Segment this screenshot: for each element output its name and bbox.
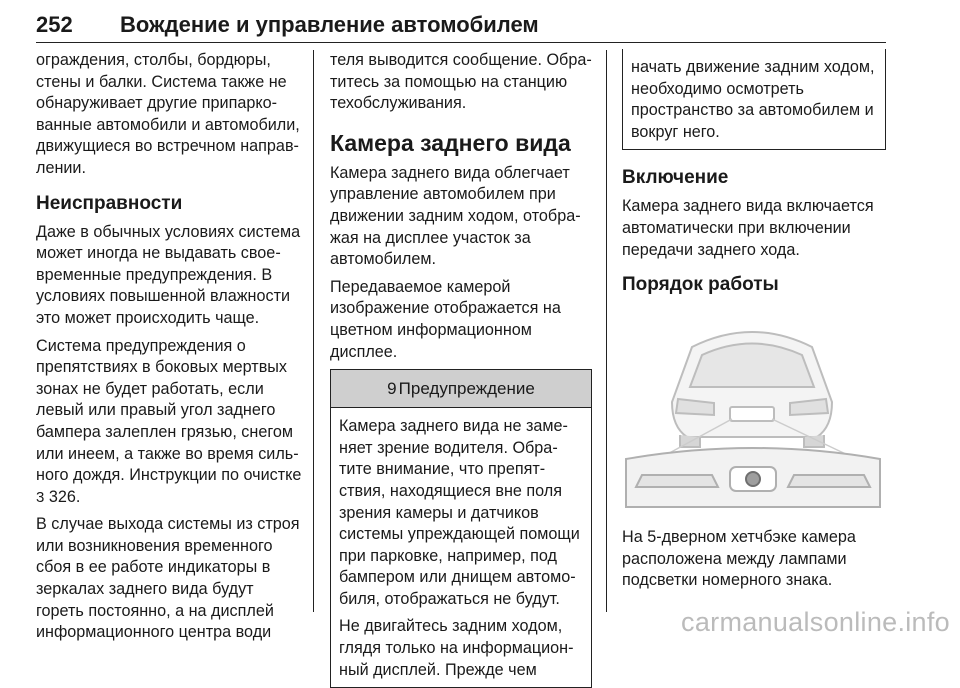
paragraph: Камера заднего вида облегчает управление автомобилем при движении задним ходом, отображая на дисплее участок за автомобилем. [330, 163, 581, 269]
heading-activation: Включение [622, 167, 729, 189]
chapter-title: Вождение и управление автомобилем [120, 12, 539, 37]
paragraph-cleaning-reference [36, 336, 304, 509]
warning-paragraph: Камера заднего вида не заменяет зрение водителя. Обратите внимание, что препятствия, находящиеся вне поля зрения камеры и датчиков системы упреждающей помощи при парковке, например, под бампером или днищем автомобиля, отображаться не будут. [339, 417, 580, 608]
warning-body [331, 408, 591, 681]
warning-box-continued: начать движение задним ходом, необходимо осмотреть пространство за автомобилем и вокруг него. [622, 49, 886, 150]
warning-box [330, 369, 592, 688]
warning-paragraph: Не двигайтесь задним ходом, глядя только на информационный дисплей. Прежде чем [339, 617, 574, 679]
paragraph: Даже в обычных условиях система может иногда не выдавать своевременные предупреждения. В условиях повышенной влажности это может происходить чаще. [36, 222, 301, 327]
column-divider [313, 50, 314, 612]
camera-lens-icon [746, 472, 760, 486]
heading-faults: Неисправности [36, 192, 183, 214]
page-reference-icon: 3 [36, 488, 45, 506]
warning-title: Предупреждение [398, 378, 535, 398]
car-rear-icon [672, 332, 832, 447]
header-rule [36, 42, 886, 43]
column-right [622, 50, 886, 598]
page-number: 252 [36, 12, 73, 37]
paragraph: ограждения, столбы, бордюры, стены и балки. Система также не обнаруживает другие припаркованные автомобили и автомобили, движущиеся во встречном направлении. [36, 51, 300, 177]
column-left [36, 50, 304, 650]
paragraph: теля выводится сообщение. Обратитесь за помощью на станцию техобслуживания. [330, 51, 592, 113]
column-middle [330, 50, 592, 688]
rear-camera-illustration [622, 307, 884, 517]
paragraph-text: Система предупреждения о препятствиях в боковых мертвых зонах не будет работать, если левый или правый угол заднего бампера залеплен грязью, снегом или инеем, а также во время сильного дождя. Инструкции по очистке [36, 336, 302, 485]
figure-caption: На 5-дверном хетчбэке камера расположена между лампами подсветки номерного знака. [622, 528, 856, 590]
page-reference-link[interactable]: 326. [48, 487, 81, 506]
heading-operation: Порядок работы [622, 274, 779, 296]
paragraph: Камера заднего вида включается автоматически при включении передачи заднего хода. [622, 197, 874, 259]
watermark: carmanualsonline.info [681, 607, 950, 637]
paragraph: В случае выхода системы из строя или возникновения временного сбоя в ее работе индикаторы в зеркалах заднего вида будут гореть постоянно, а на дисплей информационного центра води [36, 515, 300, 642]
warning-triangle-icon: 9 [387, 378, 397, 398]
warning-header [331, 370, 591, 408]
column-divider [606, 50, 607, 612]
paragraph: Передаваемое камерой изображение отображается на цветном информационном дисплее. [330, 277, 561, 361]
heading-rear-camera: Камера заднего вида [330, 129, 571, 156]
